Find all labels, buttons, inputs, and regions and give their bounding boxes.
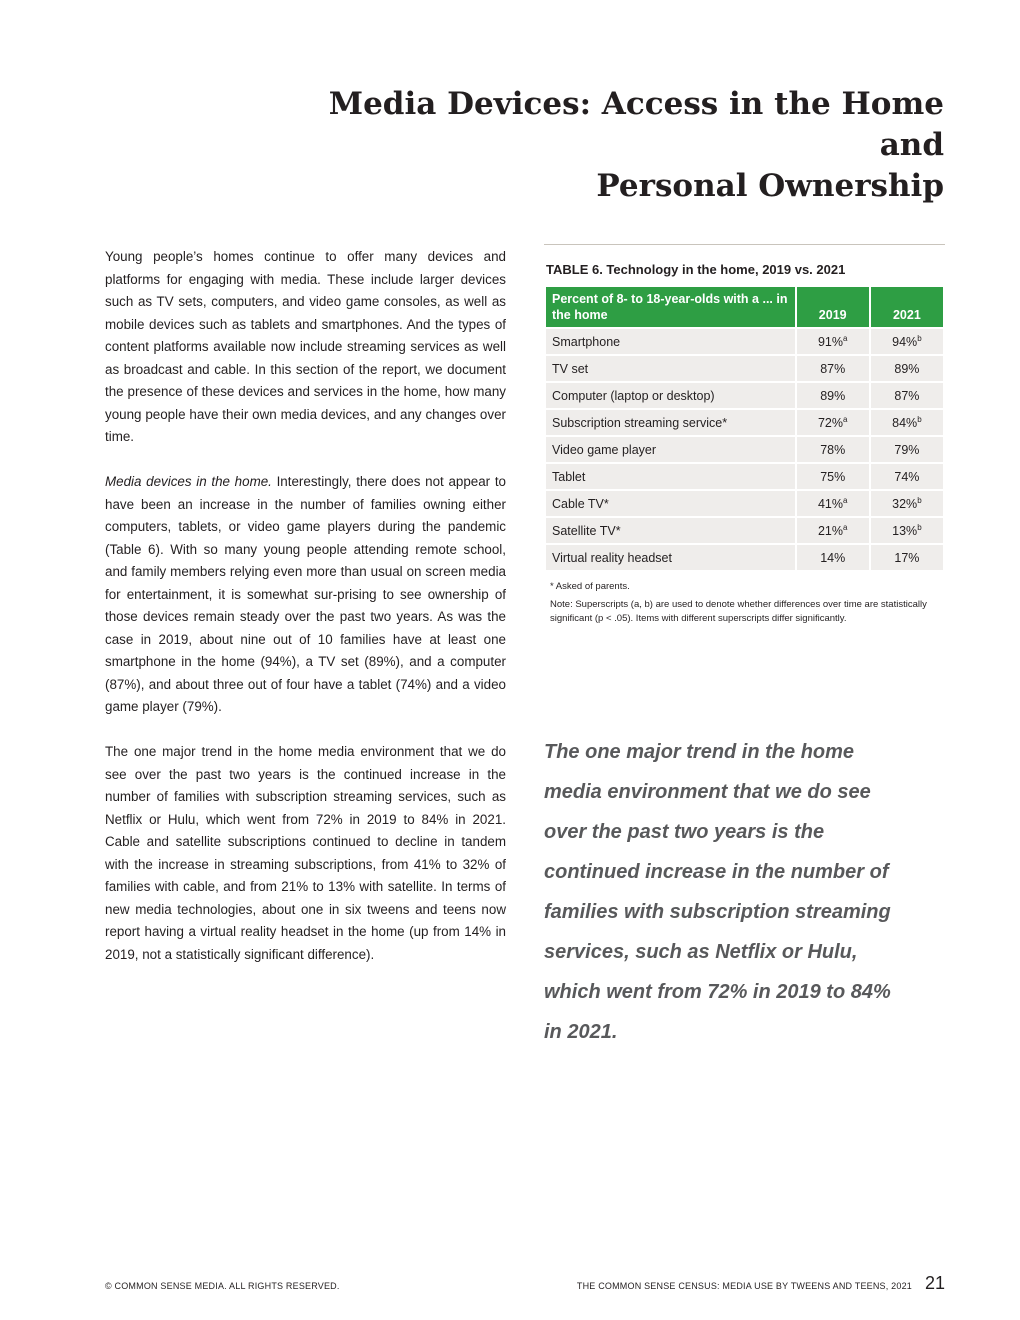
significance-superscript: a <box>843 333 848 343</box>
significance-superscript: b <box>917 333 922 343</box>
significance-superscript: b <box>917 495 922 505</box>
value-2021-number: 87% <box>894 388 920 403</box>
significance-superscript: b <box>917 414 922 424</box>
value-2019 <box>797 383 869 408</box>
value-2021-number: 32% <box>892 496 918 511</box>
value-2019 <box>797 545 869 570</box>
footer-copyright: © COMMON SENSE MEDIA. ALL RIGHTS RESERVED. <box>105 1281 340 1291</box>
significance-superscript: a <box>843 522 848 532</box>
value-2019-number: 87% <box>820 361 846 376</box>
value-2021 <box>871 518 943 543</box>
paragraph-lead-in: Media devices in the home. <box>105 474 272 489</box>
value-2019 <box>797 491 869 516</box>
table-row <box>546 410 943 435</box>
value-2019 <box>797 518 869 543</box>
value-2021 <box>871 437 943 462</box>
value-2021 <box>871 545 943 570</box>
significance-superscript: b <box>917 522 922 532</box>
table-row <box>546 545 943 570</box>
value-2019-number: 89% <box>820 388 846 403</box>
row-label: Tablet <box>546 464 795 489</box>
table-row <box>546 464 943 489</box>
header-description: Percent of 8- to 18-year-olds with a ... in the home <box>546 287 795 327</box>
row-label: Satellite TV* <box>546 518 795 543</box>
technology-table <box>544 285 945 572</box>
row-label: Subscription streaming service* <box>546 410 795 435</box>
significance-superscript: a <box>843 414 848 424</box>
table-6 <box>544 244 945 626</box>
table-row <box>546 518 943 543</box>
page-title <box>300 84 944 207</box>
table-caption: TABLE 6. Technology in the home, 2019 vs. 2021 <box>546 262 846 277</box>
value-2021 <box>871 329 943 354</box>
value-2019 <box>797 356 869 381</box>
page-title-line2: Personal Ownership <box>596 168 944 204</box>
row-label: Smartphone <box>546 329 795 354</box>
row-label: Computer (laptop or desktop) <box>546 383 795 408</box>
table-header-row <box>546 287 943 327</box>
value-2019-number: 21% <box>817 523 843 538</box>
value-2021-number: 89% <box>894 361 920 376</box>
header-2021: 2021 <box>871 287 943 327</box>
value-2019-number: 14% <box>820 550 846 565</box>
value-2021 <box>871 356 943 381</box>
value-2019-number: 75% <box>820 469 846 484</box>
table-row <box>546 437 943 462</box>
value-2019-number: 72% <box>817 415 843 430</box>
pull-quote: The one major trend in the home media environment that we do see over the past two years is the continued increase in the number of families with subscription streaming services, such as Netflix or Hulu, which went from 72% in 2019 to 84% in 2021. <box>544 741 891 1043</box>
footer-report-title: THE COMMON SENSE CENSUS: MEDIA USE BY TWEENS AND TEENS, 2021 <box>576 1281 912 1291</box>
table-row <box>546 356 943 381</box>
page-number: 21 <box>924 1273 945 1293</box>
table-body <box>546 329 943 570</box>
page-title-line1: Media Devices: Access in the Home and <box>328 86 944 163</box>
value-2021-number: 79% <box>894 442 920 457</box>
value-2021-number: 13% <box>892 523 918 538</box>
table-row <box>546 383 943 408</box>
value-2021 <box>871 464 943 489</box>
value-2021 <box>871 410 943 435</box>
value-2021 <box>871 383 943 408</box>
value-2019-number: 91% <box>817 334 843 349</box>
table-row <box>546 329 943 354</box>
footnote-asked-parents: * Asked of parents. <box>550 581 630 592</box>
row-label: TV set <box>546 356 795 381</box>
paragraph-devices-text: Interestingly, there does not appear to have been an increase in the number of families owning either computers, tablets, or video game players during the pandemic (Table 6). With so many young people attending remote school, and family members relying even more than usual on screen media for entertainment, it is somewhat sur-prising to see ownership of those devices remain steady over the past two years. As was the case in 2019, about nine out of 10 families have at least one smartphone in the home (94%), a TV set (89%), and a computer (87%), and about three out of four have a tablet (74%) and a video game player (79%). <box>105 474 506 714</box>
footnote-note: Note: Superscripts (a, b) are used to denote whether differences over time are statistically significant (p < .05). Items with different superscripts differ significantly. <box>550 599 927 624</box>
value-2021-number: 94% <box>892 334 918 349</box>
row-label: Virtual reality headset <box>546 545 795 570</box>
body-paragraph-devices <box>105 471 506 719</box>
value-2019-number: 41% <box>817 496 843 511</box>
value-2019 <box>797 410 869 435</box>
table-row <box>546 491 943 516</box>
body-paragraph-intro: Young people’s homes continue to offer many devices and platforms for engaging with media. These include larger devices such as TV sets, computers, and video game consoles, as well as mobile devices such as tablets and smartphones. And the types of content platforms available now include streaming services as well as broadcast and cable. In this section of the report, we document the presence of these devices and services in the home, how many young people have their own media devices, and any changes over time. <box>105 249 506 444</box>
value-2019 <box>797 329 869 354</box>
value-2021-number: 84% <box>892 415 918 430</box>
value-2021-number: 17% <box>894 550 920 565</box>
value-2019 <box>797 464 869 489</box>
header-2019: 2019 <box>797 287 869 327</box>
significance-superscript: a <box>843 495 848 505</box>
value-2019-number: 78% <box>820 442 846 457</box>
value-2019 <box>797 437 869 462</box>
row-label: Cable TV* <box>546 491 795 516</box>
value-2021 <box>871 491 943 516</box>
row-label: Video game player <box>546 437 795 462</box>
body-paragraph-trend: The one major trend in the home media environment that we do see over the past two years is the continued increase in the number of families with subscription streaming services, such as Netflix or Hulu, which went from 72% in 2019 to 84% in 2021. Cable and satellite subscriptions continued to decline in tandem with the increase in streaming subscriptions, from 41% to 32% of families with cable, and from 21% to 13% with satellite. In terms of new media technologies, about one in six tweens and teens now report having a virtual reality headset in the home (up from 14% in 2019, not a statistically significant difference). <box>105 744 506 962</box>
value-2021-number: 74% <box>894 469 920 484</box>
